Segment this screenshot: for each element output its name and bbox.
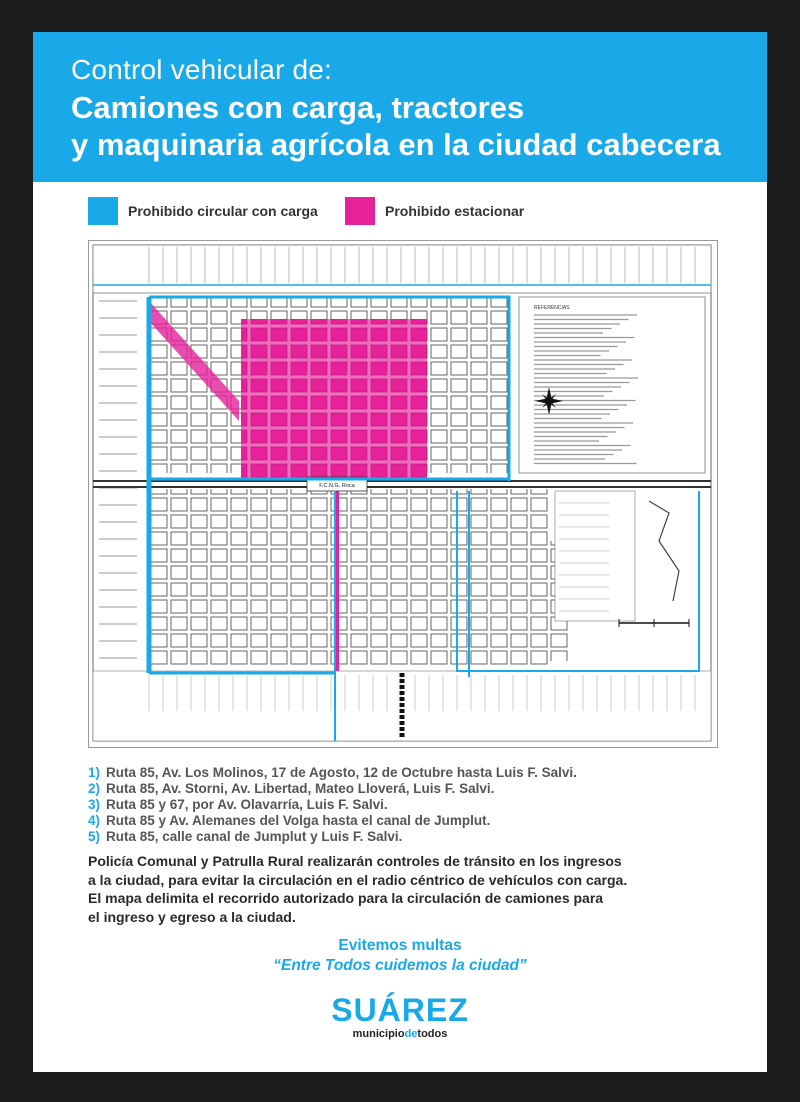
- poster: [33, 32, 767, 1072]
- route-item: 4) Ruta 85 y Av. Alemanes del Volga hasta el canal de Jumplut.: [88, 813, 491, 828]
- body-line: el ingreso y egreso a la ciudad.: [88, 908, 296, 925]
- no-parking-zone: [241, 319, 427, 479]
- route-item: 2) Ruta 85, Av. Storni, Av. Libertad, Mateo Lloverá, Luis F. Salvi.: [88, 781, 495, 796]
- body-line: Policía Comunal y Patrulla Rural realizarán controles de tránsito en los ingresos: [88, 853, 622, 869]
- rail-label: F.C.N.G. Roca: [319, 483, 355, 489]
- route-item: 3) Ruta 85 y 67, por Av. Olavarría, Luis F. Salvi.: [88, 797, 388, 812]
- header-banner: [33, 32, 767, 182]
- references-title: REFERENCIAS: [534, 305, 570, 311]
- route-item: 1) Ruta 85, Av. Los Molinos, 17 de Agosto, 12 de Octubre hasta Luis F. Salvi.: [88, 765, 577, 780]
- header-subtitle: Control vehicular de:: [71, 54, 332, 85]
- header-title-line2: y maquinaria agrícola en la ciudad cabecera: [71, 127, 721, 162]
- route-list: [88, 765, 577, 845]
- brand-tagline: municipiodetodos: [352, 1028, 448, 1040]
- header-title-line1: Camiones con carga, tractores: [71, 90, 525, 125]
- references-box: [519, 297, 705, 473]
- legend-swatch-blue: [88, 197, 118, 225]
- route-item: 5) Ruta 85, calle canal de Jumplut y Luis F. Salvi.: [88, 829, 403, 844]
- brand-logo: SUÁREZ: [331, 992, 469, 1028]
- slogan-line2: “Entre Todos cuidemos la ciudad”: [273, 957, 527, 974]
- body-line: El mapa delimita el recorrido autorizado para la circulación de camiones para: [88, 890, 604, 906]
- legend-item-no-circulation: [88, 197, 318, 225]
- grid-south: [149, 489, 549, 665]
- city-map-graphic: [89, 241, 717, 747]
- slogan-line1: Evitemos multas: [338, 937, 462, 954]
- body-line: a la ciudad, para evitar la circulación en el radio céntrico de vehículos con carga.: [88, 871, 628, 888]
- legend-label: Prohibido estacionar: [385, 203, 525, 219]
- body-paragraph: [88, 852, 728, 926]
- legend-item-no-parking: [345, 197, 524, 225]
- city-map: [88, 240, 718, 748]
- legend-label: Prohibido circular con carga: [128, 203, 318, 219]
- legend-swatch-magenta: [345, 197, 375, 225]
